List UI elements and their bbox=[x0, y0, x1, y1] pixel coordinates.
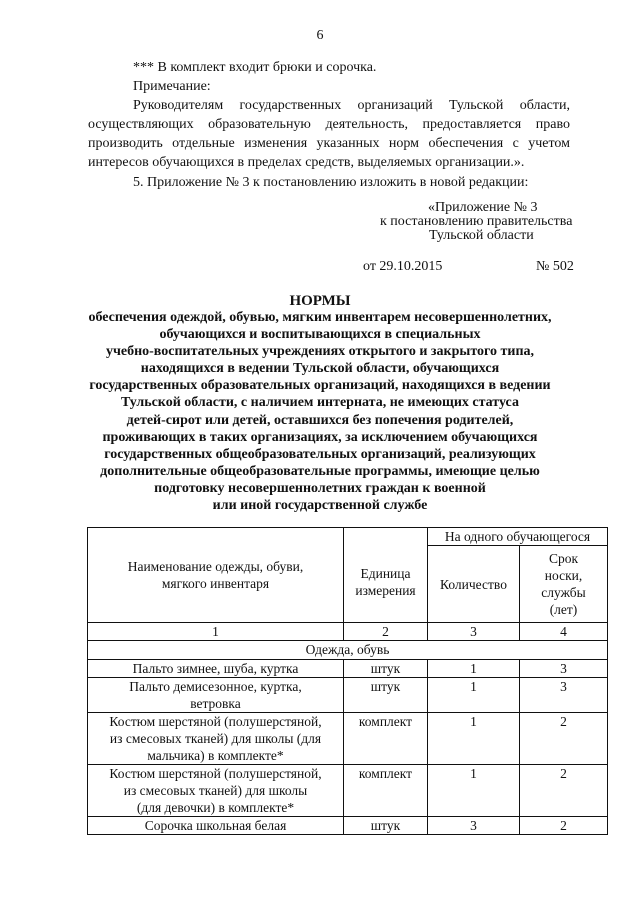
item-term: 2 bbox=[520, 817, 608, 835]
item-quantity: 1 bbox=[428, 678, 520, 713]
col-header-quantity: Количество bbox=[428, 546, 520, 623]
section-header: Одежда, обувь bbox=[88, 641, 608, 660]
col-header-term: Срок носки, службы (лет) bbox=[520, 546, 608, 623]
column-number: 3 bbox=[428, 623, 520, 641]
heading-line: дополнительные общеобразовательные программы, имеющие целью bbox=[100, 463, 540, 479]
table-row bbox=[88, 713, 608, 765]
item-quantity: 1 bbox=[428, 660, 520, 678]
note-line: производить отдельные изменения указанных норм обеспечения с учетом bbox=[88, 136, 570, 151]
item-name: Костюм шерстяной (полушерстяной, из смесовых тканей) для школы (для девочки) в комплекте* bbox=[88, 765, 344, 817]
item-unit: комплект bbox=[344, 765, 428, 817]
note-line: Руководителям государственных организаций Тульской области, bbox=[133, 98, 570, 113]
item-name: Пальто демисезонное, куртка, ветровка bbox=[88, 678, 344, 713]
appendix-number: № 502 bbox=[536, 259, 574, 274]
table-row bbox=[88, 678, 608, 713]
item-unit: штук bbox=[344, 678, 428, 713]
item-quantity: 1 bbox=[428, 765, 520, 817]
item-term: 3 bbox=[520, 678, 608, 713]
item-unit: комплект bbox=[344, 713, 428, 765]
column-number: 4 bbox=[520, 623, 608, 641]
item-quantity: 1 bbox=[428, 713, 520, 765]
col-header-name: Наименование одежды, обуви, мягкого инвентаря bbox=[88, 528, 344, 623]
heading-line: государственных образовательных организаций, находящихся в ведении bbox=[89, 378, 551, 394]
note-line: интересов обучающихся в пределах средств, выделяемых организации.». bbox=[88, 155, 525, 170]
table-row bbox=[88, 660, 608, 678]
note-label: Примечание: bbox=[133, 79, 211, 94]
item-unit: штук bbox=[344, 660, 428, 678]
heading-lines bbox=[0, 309, 640, 514]
item-term: 3 bbox=[520, 660, 608, 678]
heading-line: учебно-воспитательных учреждениях открытого и закрытого типа, bbox=[105, 344, 535, 360]
heading-line: детей-сирот или детей, оставшихся без попечения родителей, bbox=[126, 412, 514, 428]
table-row bbox=[88, 817, 608, 835]
heading-line: подготовку несовершеннолетних граждан к военной bbox=[154, 480, 486, 496]
group-header-per-student: На одного обучающегося bbox=[428, 528, 608, 546]
norms-table bbox=[87, 527, 608, 835]
column-number: 2 bbox=[344, 623, 428, 641]
heading-line: Тульской области, с наличием интерната, не имеющих статуса bbox=[121, 395, 519, 411]
appendix-date: от 29.10.2015 bbox=[363, 259, 443, 274]
heading-line: или иной государственной службе bbox=[212, 498, 428, 514]
item-quantity: 3 bbox=[428, 817, 520, 835]
item-name: Костюм шерстяной (полушерстяной, из смесовых тканей) для школы (для мальчика) в комплекте* bbox=[88, 713, 344, 765]
item-name: Сорочка школьная белая bbox=[88, 817, 344, 835]
item-term: 2 bbox=[520, 765, 608, 817]
column-number-row bbox=[88, 623, 608, 641]
col-header-unit: Единица измерения bbox=[344, 528, 428, 623]
heading-line: обеспечения одеждой, обувью, мягким инвентарем несовершеннолетних, bbox=[88, 310, 552, 325]
appendix-line: Тульской области bbox=[429, 228, 534, 243]
appendix-line: «Приложение № 3 bbox=[428, 200, 538, 215]
column-number: 1 bbox=[88, 623, 344, 641]
note-line: осуществляющих образовательную деятельность, предоставляется право bbox=[88, 117, 570, 132]
item-name: Пальто зимнее, шуба, куртка bbox=[88, 660, 344, 678]
footnote-text: *** В комплект входит брюки и сорочка. bbox=[133, 60, 377, 75]
item-term: 2 bbox=[520, 713, 608, 765]
heading-line: обучающихся и воспитывающихся в специальных bbox=[159, 327, 481, 343]
document-title: НОРМЫ bbox=[289, 293, 351, 309]
page-number: 6 bbox=[316, 28, 324, 43]
heading-line: проживающих в таких организациях, за исключением обучающихся bbox=[102, 429, 538, 445]
heading-line: государственных общеобразовательных организаций, реализующих bbox=[104, 446, 536, 462]
heading-line: находящихся в ведении Тульской области, обучающихся bbox=[140, 361, 500, 377]
point-5-text: 5. Приложение № 3 к постановлению изложить в новой редакции: bbox=[133, 175, 529, 190]
appendix-line: к постановлению правительства bbox=[380, 214, 573, 229]
item-unit: штук bbox=[344, 817, 428, 835]
table-row bbox=[88, 765, 608, 817]
